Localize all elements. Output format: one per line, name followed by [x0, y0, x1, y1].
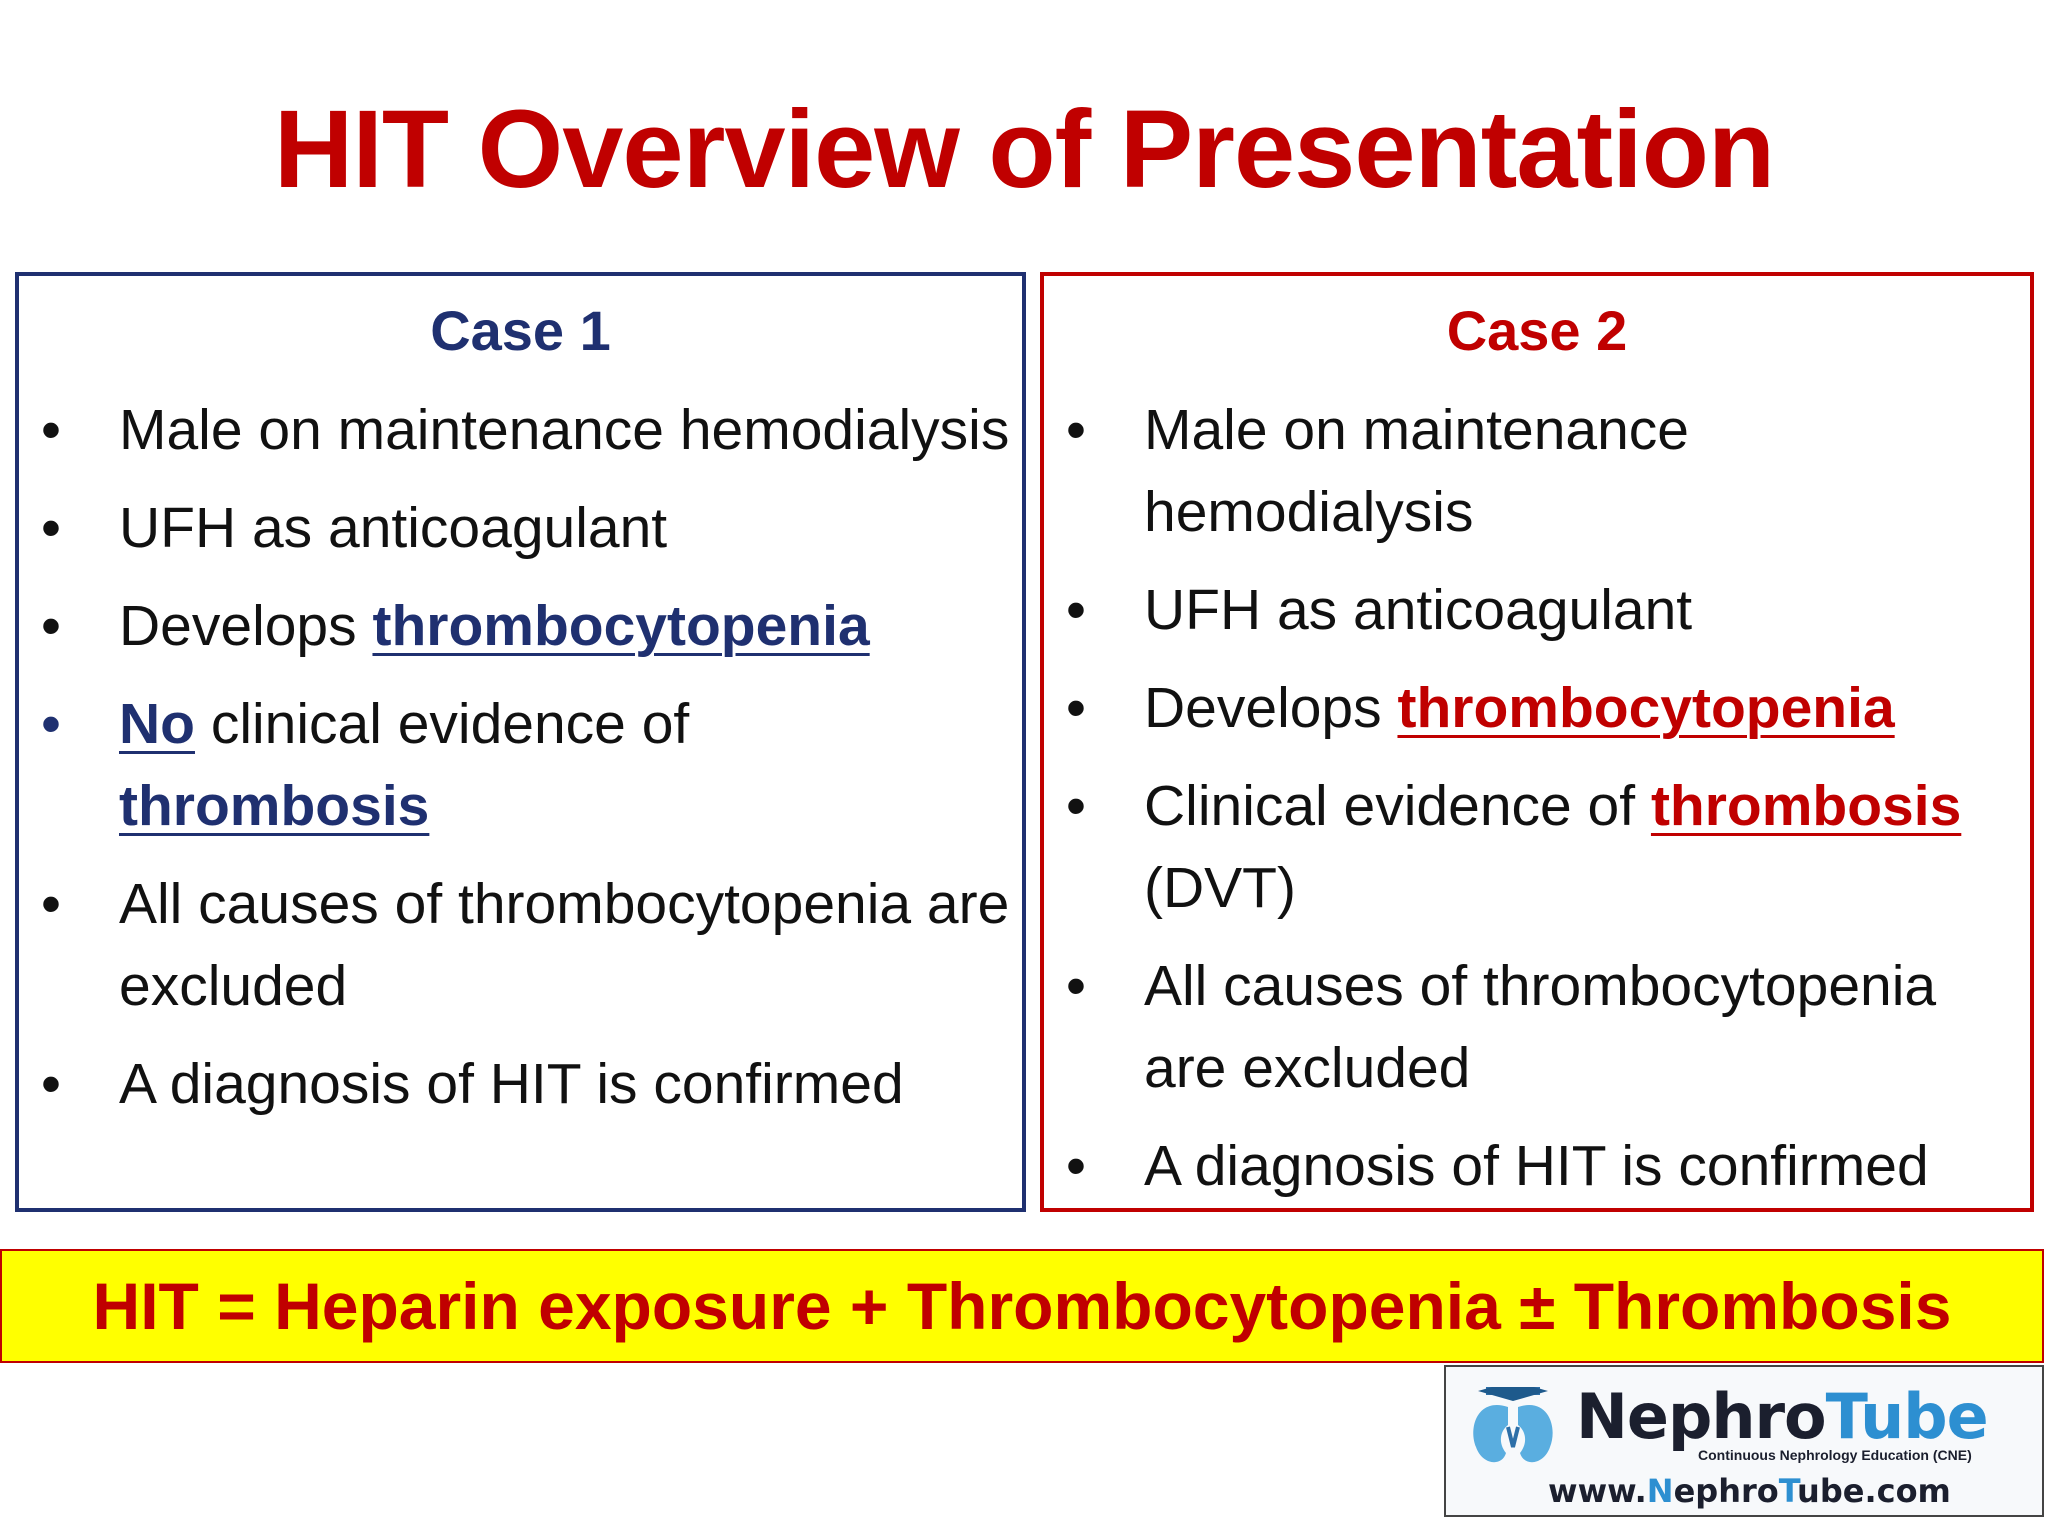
list-item: • No clinical evidence of thrombosis: [19, 683, 1022, 847]
list-item: • UFH as anticoagulant: [19, 487, 1022, 569]
list-item: • All causes of thrombocytopenia are excluded: [19, 863, 1022, 1027]
bullet-icon: •: [41, 496, 61, 560]
case-2-panel: [1040, 272, 2034, 1212]
bullet-icon: •: [1066, 774, 1086, 838]
emphasis-thrombosis: thrombosis: [1650, 774, 1962, 838]
logo-wordmark: NephroTube: [1576, 1380, 1988, 1453]
emphasis-thrombosis: thrombosis: [119, 774, 430, 838]
list-item: • UFH as anticoagulant: [1044, 569, 2030, 651]
case-1-panel: [15, 272, 1026, 1212]
case-1-list: [19, 389, 1022, 1141]
case-1-heading: Case 1: [430, 299, 611, 362]
bullet-icon: •: [1066, 398, 1086, 462]
slide-title: HIT Overview of Presentation: [273, 88, 1775, 211]
case-2-heading: Case 2: [1446, 299, 1628, 362]
list-item: • A diagnosis of HIT is confirmed: [19, 1043, 1022, 1125]
nephrotube-logo: [1444, 1365, 2044, 1517]
bullet-icon: •: [1066, 578, 1086, 642]
case-2-list: [1044, 389, 2030, 1223]
bullet-icon: •: [41, 872, 61, 936]
bullet-icon: •: [41, 398, 61, 462]
logo-tagline: Continuous Nephrology Education (CNE): [1698, 1447, 1972, 1463]
kidney-icon: [1468, 1387, 1558, 1472]
bullet-icon: •: [41, 594, 61, 658]
logo-url: www.NephroTube.com: [1548, 1472, 1951, 1510]
bullet-icon: •: [1066, 676, 1086, 740]
hit-formula-banner: HIT = Heparin exposure + Thrombocytopenia ± Thrombosis: [0, 1249, 2044, 1363]
list-item: • A diagnosis of HIT is confirmed: [1044, 1125, 2030, 1207]
emphasis-thrombocytopenia: thrombocytopenia: [1397, 676, 1895, 740]
bullet-icon: •: [41, 1052, 61, 1116]
list-item: • Male on maintenance hemodialysis: [19, 389, 1022, 471]
bullet-icon: •: [1066, 954, 1086, 1018]
bullet-icon: •: [1066, 1134, 1086, 1198]
emphasis-thrombocytopenia: thrombocytopenia: [372, 594, 870, 658]
list-item: • Clinical evidence of thrombosis (DVT): [1044, 765, 2030, 929]
list-item: • Develops thrombocytopenia: [1044, 667, 2030, 749]
list-item: • All causes of thrombocytopenia are excluded: [1044, 945, 2030, 1109]
emphasis-no: No: [119, 692, 195, 756]
bullet-icon: •: [41, 692, 61, 756]
list-item: • Male on maintenance hemodialysis: [1044, 389, 2030, 553]
list-item: • Develops thrombocytopenia: [19, 585, 1022, 667]
